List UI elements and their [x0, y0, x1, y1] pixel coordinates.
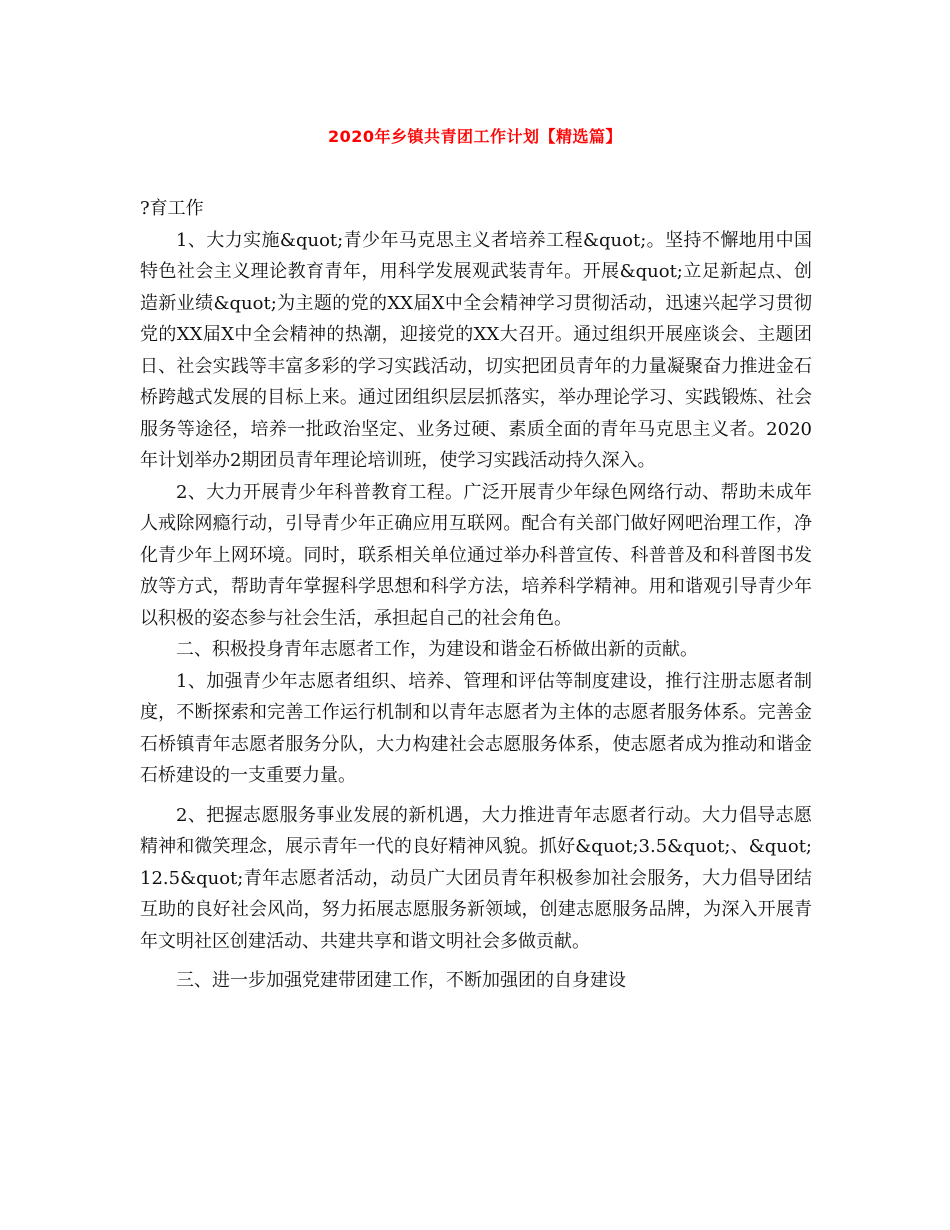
paragraph-volunteer-system: 1、加强青少年志愿者组织、培养、管理和评估等制度建设，推行注册志愿者制度，不断探索和完善工作运行机制和以青年志愿者为主体的志愿者服务体系。完善金石桥镇青年志愿者服务分队，大力构建社会志愿服务体系，使志愿者成为推动和谐金石桥建设的一支重要力量。	[140, 670, 812, 786]
document-body	[140, 193, 812, 997]
paragraph-marxist-training: 1、大力实施&quot;青少年马克思主义者培养工程&quot;。坚持不懈地用中国特色社会主义理论教育青年，用科学发展观武装青年。开展&quot;立足新起点、创造新业绩&quot;为主题的党的XX届X中全会精神学习贯彻活动，迅速兴起学习贯彻党的XX届X中全会精神的热潮，迎接党的XX大召开。通过组织开展座谈会、主题团日、社会实践等丰富多彩的学习实践活动，切实把团员青年的力量凝聚奋力推进金石桥跨越式发展的目标上来。通过团组织层层抓落实，举办理论学习、实践锻炼、社会服务等途径，培养一批政治坚定、业务过硬、素质全面的青年马克思主义者。2020年计划举办2期团员青年理论培训班，使学习实践活动持久深入。	[140, 229, 812, 471]
paragraph-volunteer-heading: 二、积极投身青年志愿者工作，为建设和谐金石桥做出新的贡献。	[176, 639, 698, 660]
paragraph-science-education: 2、大力开展青少年科普教育工程。广泛开展青少年绿色网络行动、帮助未成年人戒除网瘾行动，引导青少年正确应用互联网。配合有关部门做好网吧治理工作，净化青少年上网环境。同时，联系相关单位通过举办科普宣传、科普普及和科普图书发放等方式，帮助青年掌握科学思想和科学方法，培养科学精神。用和谐观引导青少年以积极的姿态参与社会生活，承担起自己的社会角色。	[140, 481, 812, 629]
paragraph-heading-education: ?育工作	[140, 198, 204, 219]
paragraph-gap	[140, 792, 812, 800]
document-title: 2020年乡镇共青团工作计划【精选篇】	[327, 127, 623, 146]
paragraph-gap	[140, 957, 812, 965]
paragraph-party-building-heading: 三、进一步加强党建带团建工作，不断加强团的自身建设	[176, 970, 626, 991]
paragraph-volunteer-action: 2、把握志愿服务事业发展的新机遇，大力推进青年志愿者行动。大力倡导志愿精神和微笑理念，展示青年一代的良好精神风貌。抓好&quot;3.5&quot;、&quot;12.5&quot;青年志愿者活动，动员广大团员青年积极参加社会服务，大力倡导团结互助的良好社会风尚，努力拓展志愿服务新领域，创建志愿服务品牌，为深入开展青年文明社区创建活动、共建共享和谐文明社会多做贡献。	[140, 804, 812, 952]
